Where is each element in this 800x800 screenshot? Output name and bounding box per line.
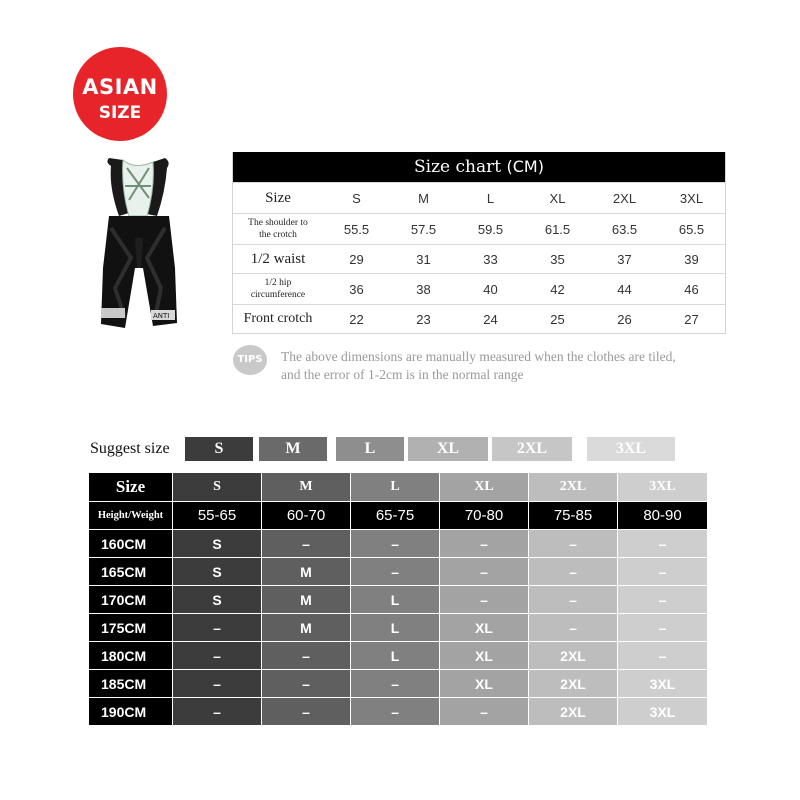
size-chart-cell: 31 (416, 251, 431, 267)
size-chart-cell: 61.5 (544, 221, 571, 237)
grid-cell: – (351, 670, 440, 697)
height-weight-size-grid (89, 473, 707, 726)
svg-text:ANTI: ANTI (153, 312, 170, 320)
grid-cell: – (262, 642, 351, 669)
grid-height-label: 160CM (89, 530, 173, 557)
grid-cell: – (262, 530, 351, 557)
size-chart-cell: 35 (550, 251, 565, 267)
grid-data-row (89, 642, 707, 670)
size-chart-cell: 63.5 (611, 221, 638, 237)
size-chart-cell: 29 (349, 251, 364, 267)
size-chart-unit: (CM) (506, 157, 544, 176)
suggest-size-m: M (259, 437, 327, 461)
row-label-line: 1/2 hip (264, 278, 292, 288)
grid-cell: – (351, 530, 440, 557)
grid-cell: S (173, 530, 262, 557)
row-label-line: circumference (250, 290, 306, 300)
size-chart-cell: 37 (617, 251, 632, 267)
grid-cell: – (173, 670, 262, 697)
suggest-size-label: Suggest size (90, 440, 170, 457)
grid-weight: 80-90 (618, 502, 707, 529)
asian-size-badge (73, 47, 167, 141)
grid-size-header: 2XL (529, 473, 618, 501)
grid-cell: M (262, 558, 351, 585)
grid-size-header: 3XL (618, 473, 707, 501)
grid-cell: – (262, 670, 351, 697)
size-chart-cell: 36 (349, 281, 364, 297)
size-chart-header-row (233, 182, 725, 213)
grid-size-header: S (173, 473, 262, 501)
grid-data-row (89, 558, 707, 586)
grid-cell: – (173, 698, 262, 725)
grid-size-header: L (351, 473, 440, 501)
grid-cell: M (262, 614, 351, 641)
grid-cell: M (262, 586, 351, 613)
grid-weight: 65-75 (351, 502, 440, 529)
grid-weight: 70-80 (440, 502, 529, 529)
grid-height-label: 170CM (89, 586, 173, 613)
grid-data-row (89, 670, 707, 698)
size-chart-cell: 59.5 (477, 221, 504, 237)
size-chart-cell: 44 (617, 281, 632, 297)
size-chart-title-text: Size chart (414, 157, 502, 177)
grid-cell: – (618, 642, 707, 669)
grid-weight: 55-65 (173, 502, 262, 529)
grid-cell: L (351, 642, 440, 669)
row-label-line: the crotch (259, 230, 297, 240)
grid-cell: 2XL (529, 642, 618, 669)
grid-height-label: 185CM (89, 670, 173, 697)
tips-line: and the error of 1-2cm is in the normal range (281, 367, 524, 382)
grid-header-label: Size (89, 473, 173, 501)
size-chart-row-label: 1/2 waist (250, 250, 306, 267)
size-chart-table (232, 152, 726, 334)
size-chart-size: M (418, 190, 429, 206)
grid-cell: S (173, 558, 262, 585)
grid-cell: – (440, 530, 529, 557)
grid-cell: – (529, 530, 618, 557)
grid-height-label: 165CM (89, 558, 173, 585)
size-chart-cell: 65.5 (678, 221, 705, 237)
size-chart-header-label: Size (265, 189, 291, 206)
size-chart-row-label (233, 217, 323, 241)
size-chart-size: S (352, 190, 361, 206)
tips-line: The above dimensions are manually measured when the clothes are tiled, (281, 349, 676, 364)
grid-cell: – (173, 642, 262, 669)
size-chart-cell: 42 (550, 281, 565, 297)
size-chart-row-label (233, 277, 323, 301)
grid-cell: S (173, 586, 262, 613)
grid-cell: – (440, 586, 529, 613)
grid-cell: – (440, 698, 529, 725)
grid-cell: XL (440, 670, 529, 697)
size-chart-cell: 55.5 (343, 221, 370, 237)
size-chart-cell: 23 (416, 311, 431, 327)
badge-line2: SIZE (98, 103, 142, 123)
grid-weight-row (89, 502, 707, 529)
size-chart-row (233, 273, 725, 304)
grid-height-label: 180CM (89, 642, 173, 669)
size-chart-cell: 27 (684, 311, 699, 327)
size-chart-row (233, 213, 725, 244)
size-chart-cell: 46 (684, 281, 699, 297)
size-chart-size: L (486, 190, 495, 206)
suggest-size-s: S (185, 437, 253, 461)
size-chart-size: 2XL (612, 190, 637, 206)
size-chart-row-label: Front crotch (243, 311, 313, 326)
grid-cell: 2XL (529, 670, 618, 697)
grid-cell: 3XL (618, 698, 707, 725)
grid-weight: 60-70 (262, 502, 351, 529)
grid-cell: – (618, 558, 707, 585)
badge-line1: ASIAN (82, 75, 158, 99)
grid-data-row (89, 586, 707, 614)
grid-data-row (89, 530, 707, 558)
grid-hw-label: Height/Weight (89, 502, 173, 529)
row-label-line: The shoulder to (248, 218, 308, 228)
grid-cell: – (173, 614, 262, 641)
grid-cell: XL (440, 614, 529, 641)
grid-height-label: 175CM (89, 614, 173, 641)
bib-shorts-image (95, 158, 185, 338)
grid-weight: 75-85 (529, 502, 618, 529)
grid-size-header: XL (440, 473, 529, 501)
size-chart-cell: 57.5 (410, 221, 437, 237)
grid-cell: – (529, 614, 618, 641)
size-chart-row (233, 244, 725, 273)
size-chart-cell: 25 (550, 311, 565, 327)
grid-cell: – (618, 530, 707, 557)
suggest-size-xl: XL (408, 437, 488, 461)
size-chart-cell: 33 (483, 251, 498, 267)
grid-cell: 3XL (618, 670, 707, 697)
grid-cell: XL (440, 642, 529, 669)
suggest-size-2xl: 2XL (492, 437, 572, 461)
size-chart-title (233, 152, 725, 182)
grid-cell: – (351, 698, 440, 725)
grid-cell: – (262, 698, 351, 725)
grid-cell: – (529, 586, 618, 613)
suggest-size-3xl: 3XL (587, 437, 675, 461)
grid-data-row (89, 614, 707, 642)
grid-cell: – (618, 586, 707, 613)
grid-height-label: 190CM (89, 698, 173, 725)
grid-cell: L (351, 614, 440, 641)
suggest-size-l: L (336, 437, 404, 461)
size-chart-cell: 24 (483, 311, 498, 327)
grid-header-row (89, 473, 707, 501)
grid-cell: – (440, 558, 529, 585)
grid-cell: 2XL (529, 698, 618, 725)
grid-cell: – (351, 558, 440, 585)
tips-text (281, 348, 741, 384)
size-chart-cell: 38 (416, 281, 431, 297)
grid-cell: – (529, 558, 618, 585)
tips-icon: TIPS (233, 345, 267, 375)
size-chart-cell: 26 (617, 311, 632, 327)
grid-cell: – (618, 614, 707, 641)
grid-cell: L (351, 586, 440, 613)
size-chart-cell: 40 (483, 281, 498, 297)
size-chart-size: 3XL (679, 190, 704, 206)
size-chart-cell: 22 (349, 311, 364, 327)
grid-size-header: M (262, 473, 351, 501)
grid-data-row (89, 698, 707, 726)
size-chart-row (233, 304, 725, 333)
size-chart-cell: 39 (684, 251, 699, 267)
size-chart-size: XL (549, 190, 566, 206)
